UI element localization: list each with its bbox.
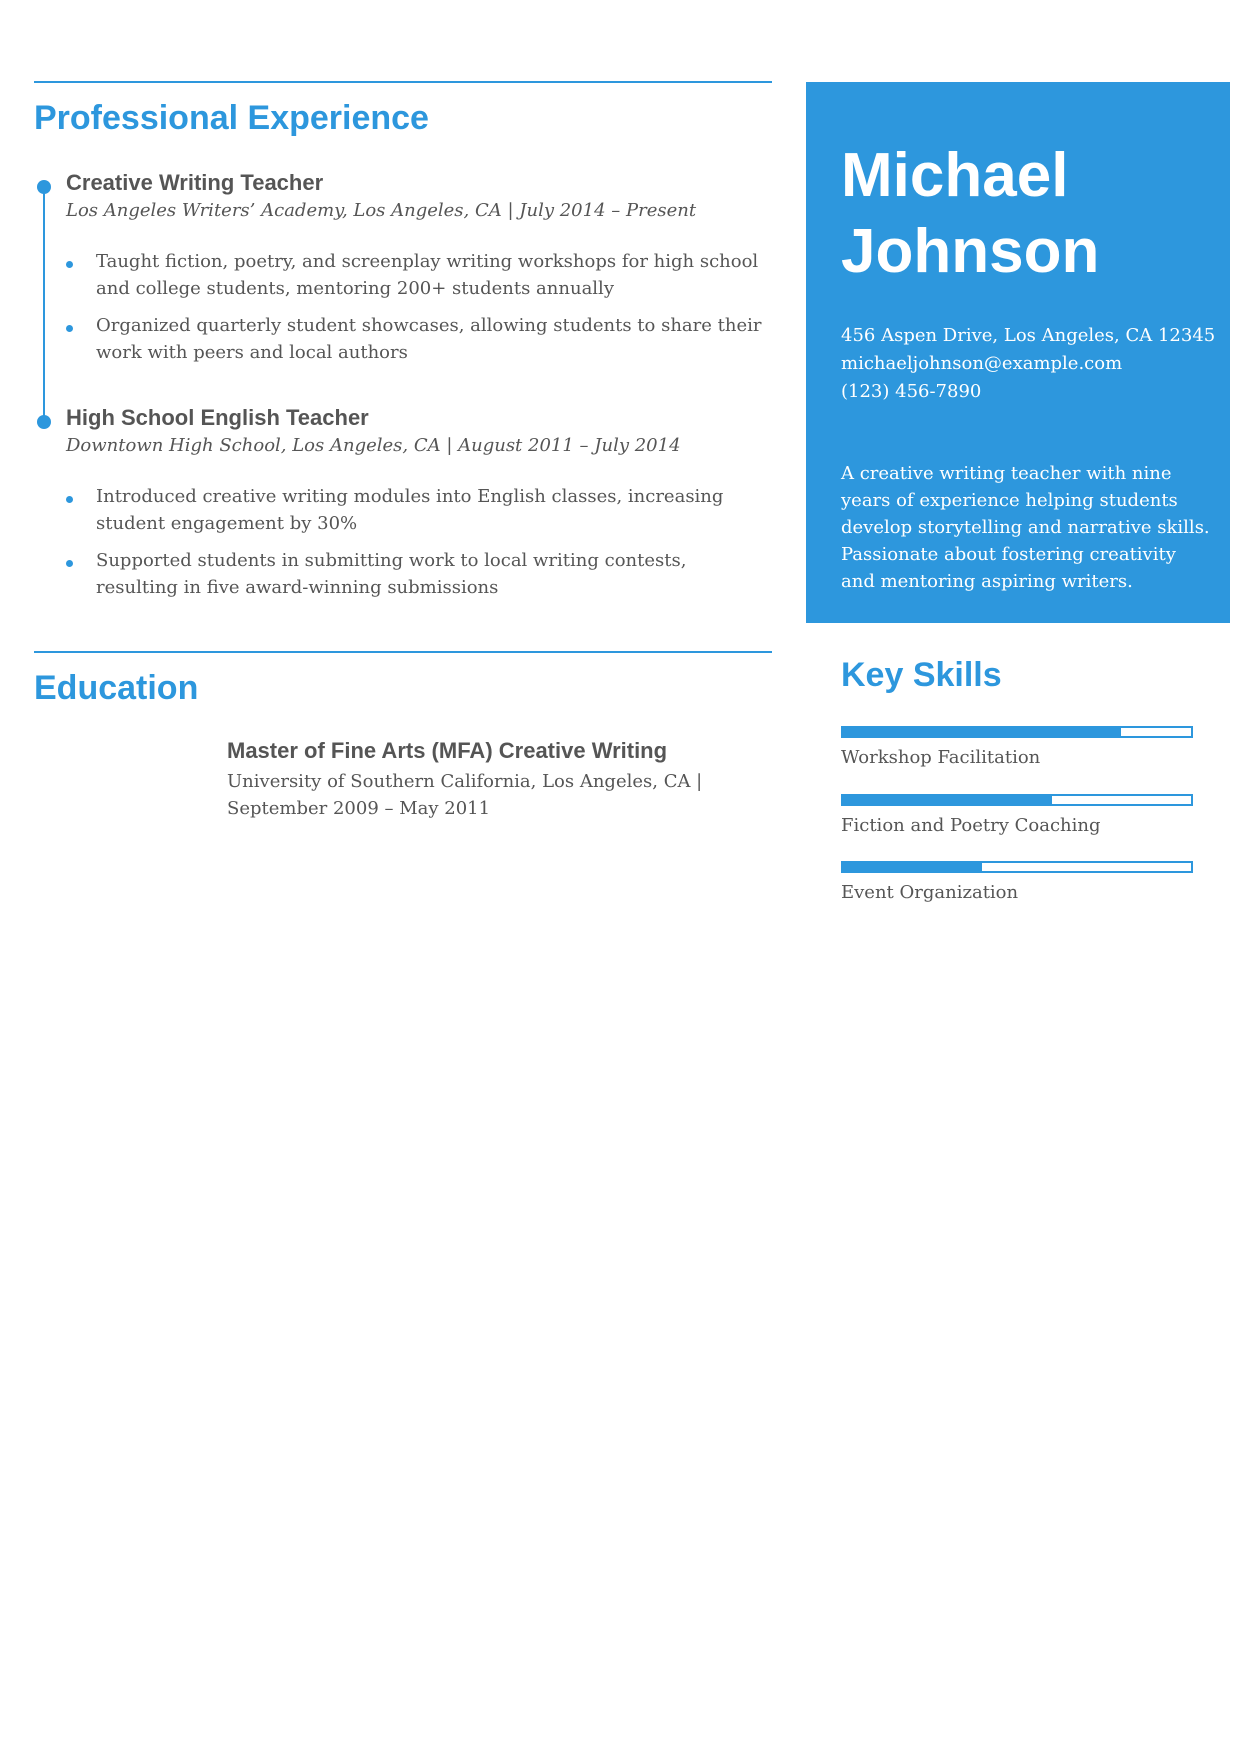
email: michaeljohnson@example.com bbox=[841, 353, 1123, 374]
education-degree: Master of Fine Arts (MFA) Creative Writing bbox=[227, 738, 668, 763]
profile-panel bbox=[806, 82, 1230, 623]
education-heading: Education bbox=[34, 669, 199, 707]
bullet-item bbox=[66, 248, 766, 302]
education-entry bbox=[227, 738, 787, 822]
skill-level-fill bbox=[843, 863, 982, 871]
skill-level-fill bbox=[843, 728, 1121, 736]
skill-level-bar bbox=[841, 861, 1193, 873]
bullet-dot-icon bbox=[66, 560, 73, 567]
first-name: Michael bbox=[841, 141, 1069, 210]
skill-item bbox=[841, 794, 1193, 836]
education-divider bbox=[34, 651, 772, 653]
experience-heading: Professional Experience bbox=[34, 99, 429, 137]
timeline-dot bbox=[37, 415, 51, 429]
job-meta: Downtown High School, Los Angeles, CA | August 2011 – July 2014 bbox=[66, 435, 681, 456]
bullet-text: Supported students in submitting work to local writing contests, resulting in five award-winning submissions bbox=[96, 550, 687, 598]
profile-summary: A creative writing teacher with nine years of experience helping students develop storytelling and narrative skills. Passionate about fostering creativity and mentoring aspiring writers. bbox=[841, 463, 1210, 592]
candidate-name bbox=[841, 138, 1211, 290]
address: 456 Aspen Drive, Los Angeles, CA 12345 bbox=[841, 325, 1216, 346]
bullet-dot-icon bbox=[66, 325, 73, 332]
last-name: Johnson bbox=[841, 217, 1100, 286]
bullet-item bbox=[66, 483, 766, 537]
bullet-item bbox=[66, 547, 766, 601]
education-school: University of Southern California, Los Angeles, CA | September 2009 – May 2011 bbox=[227, 771, 703, 819]
bullet-item bbox=[66, 312, 766, 366]
bullet-text: Introduced creative writing modules into English classes, increasing student engagement by 30% bbox=[96, 486, 724, 534]
job-title: Creative Writing Teacher bbox=[66, 170, 324, 195]
job-title: High School English Teacher bbox=[66, 405, 369, 430]
experience-divider bbox=[34, 81, 772, 83]
bullet-text: Taught fiction, poetry, and screenplay writing workshops for high school and college students, mentoring 200+ students annually bbox=[96, 251, 759, 299]
skill-level-bar bbox=[841, 726, 1193, 738]
skill-name: Event Organization bbox=[841, 882, 1019, 903]
bullet-dot-icon bbox=[66, 261, 73, 268]
skill-name: Fiction and Poetry Coaching bbox=[841, 815, 1101, 836]
skill-item bbox=[841, 861, 1193, 903]
bullet-dot-icon bbox=[66, 496, 73, 503]
skill-level-bar bbox=[841, 794, 1193, 806]
job-bullets bbox=[66, 483, 766, 611]
skill-level-fill bbox=[843, 796, 1052, 804]
job-bullets bbox=[66, 248, 766, 376]
experience-timeline-line bbox=[43, 182, 45, 420]
bullet-text: Organized quarterly student showcases, allowing students to share their work with peers and local authors bbox=[96, 315, 762, 363]
skill-name: Workshop Facilitation bbox=[841, 747, 1041, 768]
contact-info bbox=[841, 322, 1216, 406]
skills-heading: Key Skills bbox=[841, 656, 1002, 694]
job-meta: Los Angeles Writers’ Academy, Los Angeles, CA | July 2014 – Present bbox=[66, 200, 697, 221]
skill-item bbox=[841, 726, 1193, 768]
timeline-dot bbox=[37, 180, 51, 194]
phone: (123) 456-7890 bbox=[841, 381, 982, 402]
